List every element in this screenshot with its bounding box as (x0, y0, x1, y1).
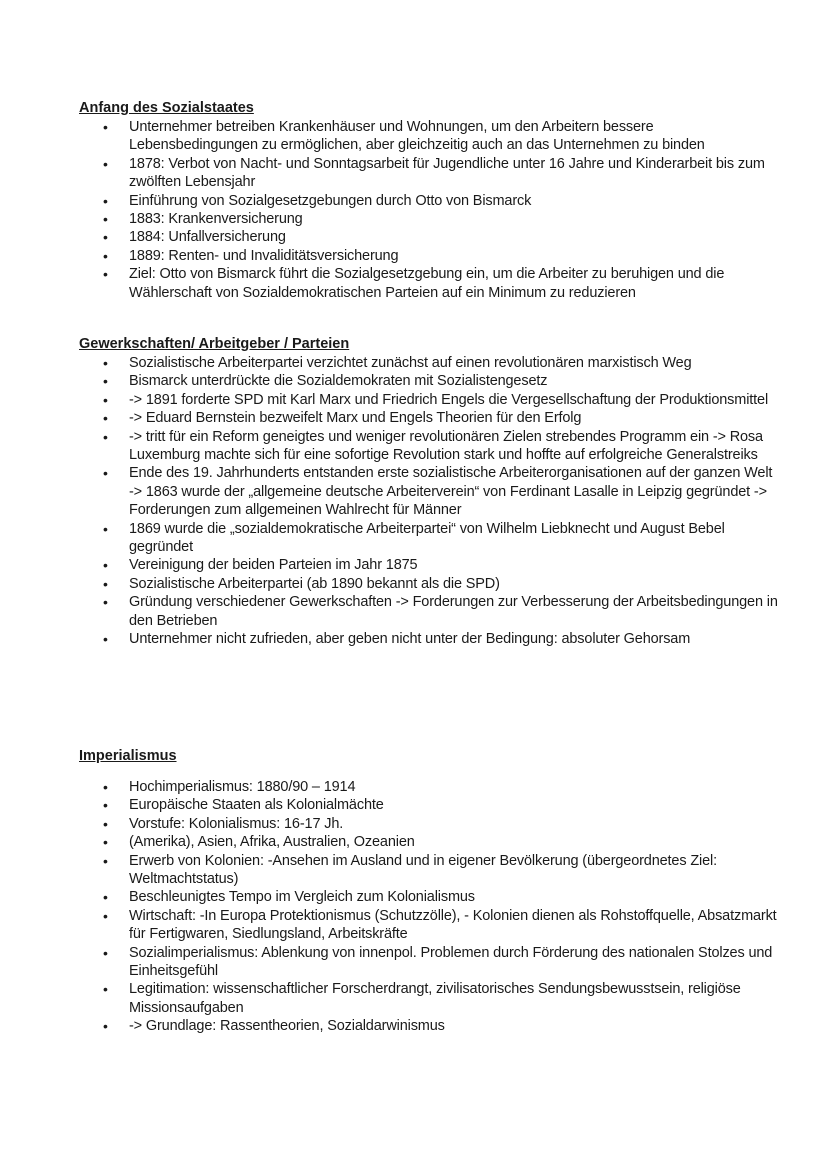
list-item: • -> Grundlage: Rassentheorien, Sozialdarwinismus (103, 1018, 445, 1035)
bullet-icon: • (103, 373, 108, 390)
bullet-icon: • (103, 889, 108, 906)
bullet-icon: • (103, 428, 108, 445)
bullet-icon: • (103, 981, 108, 998)
list-item: • 1869 wurde die „sozialdemokratische Arbeiterpartei“ von Wilhelm Liebknecht und August Bebel gegründet (103, 520, 725, 556)
bullet-icon: • (103, 944, 108, 961)
bullet-icon: • (103, 907, 108, 924)
bullet-list (79, 778, 779, 1036)
bullet-icon: • (103, 266, 108, 283)
section-heading: Gewerkschaften/ Arbeitgeber / Parteien (79, 336, 350, 352)
list-item: • -> Eduard Bernstein bezweifelt Marx und Engels Theorien für den Erfolg (103, 410, 582, 427)
list-item: • Hochimperialismus: 1880/90 – 1914 (103, 779, 356, 795)
list-item: • Unternehmer betreiben Krankenhäuser und Wohnungen, um den Arbeitern bessere Lebensbedingungen zu ermöglichen, aber gleichzeitig auch an das Unternehmen zu binden (103, 119, 705, 154)
list-item: • Legitimation: wissenschaftlicher Forscherdrangt, zivilisatorisches Sendungsbewusstsein, religiöse Missionsaufgaben (103, 981, 741, 1016)
bullet-icon: • (103, 520, 108, 537)
list-item: • Europäische Staaten als Kolonialmächte (103, 797, 384, 814)
list-item: • 1883: Krankenversicherung (103, 211, 303, 228)
list-item: • Wirtschaft: -In Europa Protektionismus (Schutzzölle), - Kolonien dienen als Rohstoffquelle, Absatzmarkt für Fertigwaren, Siedlungsland, Arbeitskräfte (103, 907, 777, 943)
list-item: • Sozialistische Arbeiterpartei verzichtet zunächst auf einen revolutionären marxistisch Weg (103, 355, 692, 371)
bullet-icon: • (103, 575, 108, 592)
bullet-icon: • (103, 211, 108, 228)
list-item: • Vorstufe: Kolonialismus: 16-17 Jh. (103, 815, 344, 832)
list-item: • Bismarck unterdrückte die Sozialdemokraten mit Sozialistengesetz (103, 373, 548, 390)
bullet-list (79, 118, 779, 302)
bullet-list (79, 354, 779, 649)
bullet-icon: • (103, 355, 108, 371)
bullet-icon: • (103, 815, 108, 832)
bullet-icon: • (103, 465, 108, 482)
list-item: • (Amerika), Asien, Afrika, Australien, Ozeanien (103, 834, 415, 851)
bullet-icon: • (103, 557, 108, 574)
section-imperialismus (79, 747, 779, 1036)
section-gewerkschaften (79, 335, 779, 649)
section-anfang-des-sozialstaates (79, 99, 779, 302)
list-item: • Ende des 19. Jahrhunderts entstanden erste sozialistische Arbeiterorganisationen auf der ganzen Welt -> 1863 wurde der „allgemeine deutsche Arbeiterverein“ von Ferdinant Lasalle in Leipzig gegründet -> Forderungen zum allgemeinen Wahlrecht für Männer (103, 465, 773, 519)
bullet-icon: • (103, 797, 108, 814)
bullet-icon: • (103, 391, 108, 408)
list-item: • Ziel: Otto von Bismarck führt die Sozialgesetzgebung ein, um die Arbeiter zu beruhigen und die Wählerschaft von Sozialdemokratischen Parteien auf ein Minimum zu reduzieren (103, 266, 725, 301)
bullet-icon: • (103, 834, 108, 851)
bullet-icon: • (103, 852, 108, 869)
bullet-icon: • (103, 119, 108, 135)
bullet-icon: • (103, 779, 108, 795)
list-item: • 1884: Unfallversicherung (103, 229, 286, 246)
bullet-icon: • (103, 631, 108, 648)
bullet-icon: • (103, 1018, 108, 1035)
list-item: • Sozialistische Arbeiterpartei (ab 1890 bekannt als die SPD) (103, 575, 500, 592)
section-heading: Imperialismus (79, 748, 177, 764)
list-item: • Einführung von Sozialgesetzgebungen durch Otto von Bismarck (103, 192, 532, 209)
list-item: • -> tritt für ein Reform geneigtes und weniger revolutionären Zielen strebendes Programm ein -> Rosa Luxemburg machte sich für eine sofortige Revolution stark und hoffte auf erfolgreiche Generalstreiks (103, 428, 763, 464)
list-item: • 1878: Verbot von Nacht- und Sonntagsarbeit für Jugendliche unter 16 Jahre und Kinderarbeit bis zum zwölften Lebensjahr (103, 155, 765, 191)
section-heading: Anfang des Sozialstaates (79, 100, 254, 116)
list-item: • Sozialimperialismus: Ablenkung von innenpol. Problemen durch Förderung des nationalen Stolzes und Einheitsgefühl (103, 944, 773, 980)
list-item: • Unternehmer nicht zufrieden, aber geben nicht unter der Bedingung: absoluter Gehorsam (103, 631, 691, 648)
list-item: • Beschleunigtes Tempo im Vergleich zum Kolonialismus (103, 889, 475, 906)
bullet-icon: • (103, 229, 108, 246)
bullet-icon: • (103, 192, 108, 209)
bullet-icon: • (103, 155, 108, 172)
list-item: • 1889: Renten- und Invaliditätsversicherung (103, 247, 399, 264)
bullet-icon: • (103, 247, 108, 264)
list-item: • Vereinigung der beiden Parteien im Jahr 1875 (103, 557, 418, 574)
list-item: • -> 1891 forderte SPD mit Karl Marx und Friedrich Engels die Vergesellschaftung der Produktionsmittel (103, 391, 769, 408)
list-item: • Erwerb von Kolonien: -Ansehen im Ausland und in eigener Bevölkerung (übergeordnetes Ziel: Weltmachtstatus) (103, 852, 717, 888)
list-item: • Gründung verschiedener Gewerkschaften -> Forderungen zur Verbesserung der Arbeitsbedingungen in den Betrieben (103, 594, 778, 629)
bullet-icon: • (103, 410, 108, 427)
bullet-icon: • (103, 594, 108, 611)
